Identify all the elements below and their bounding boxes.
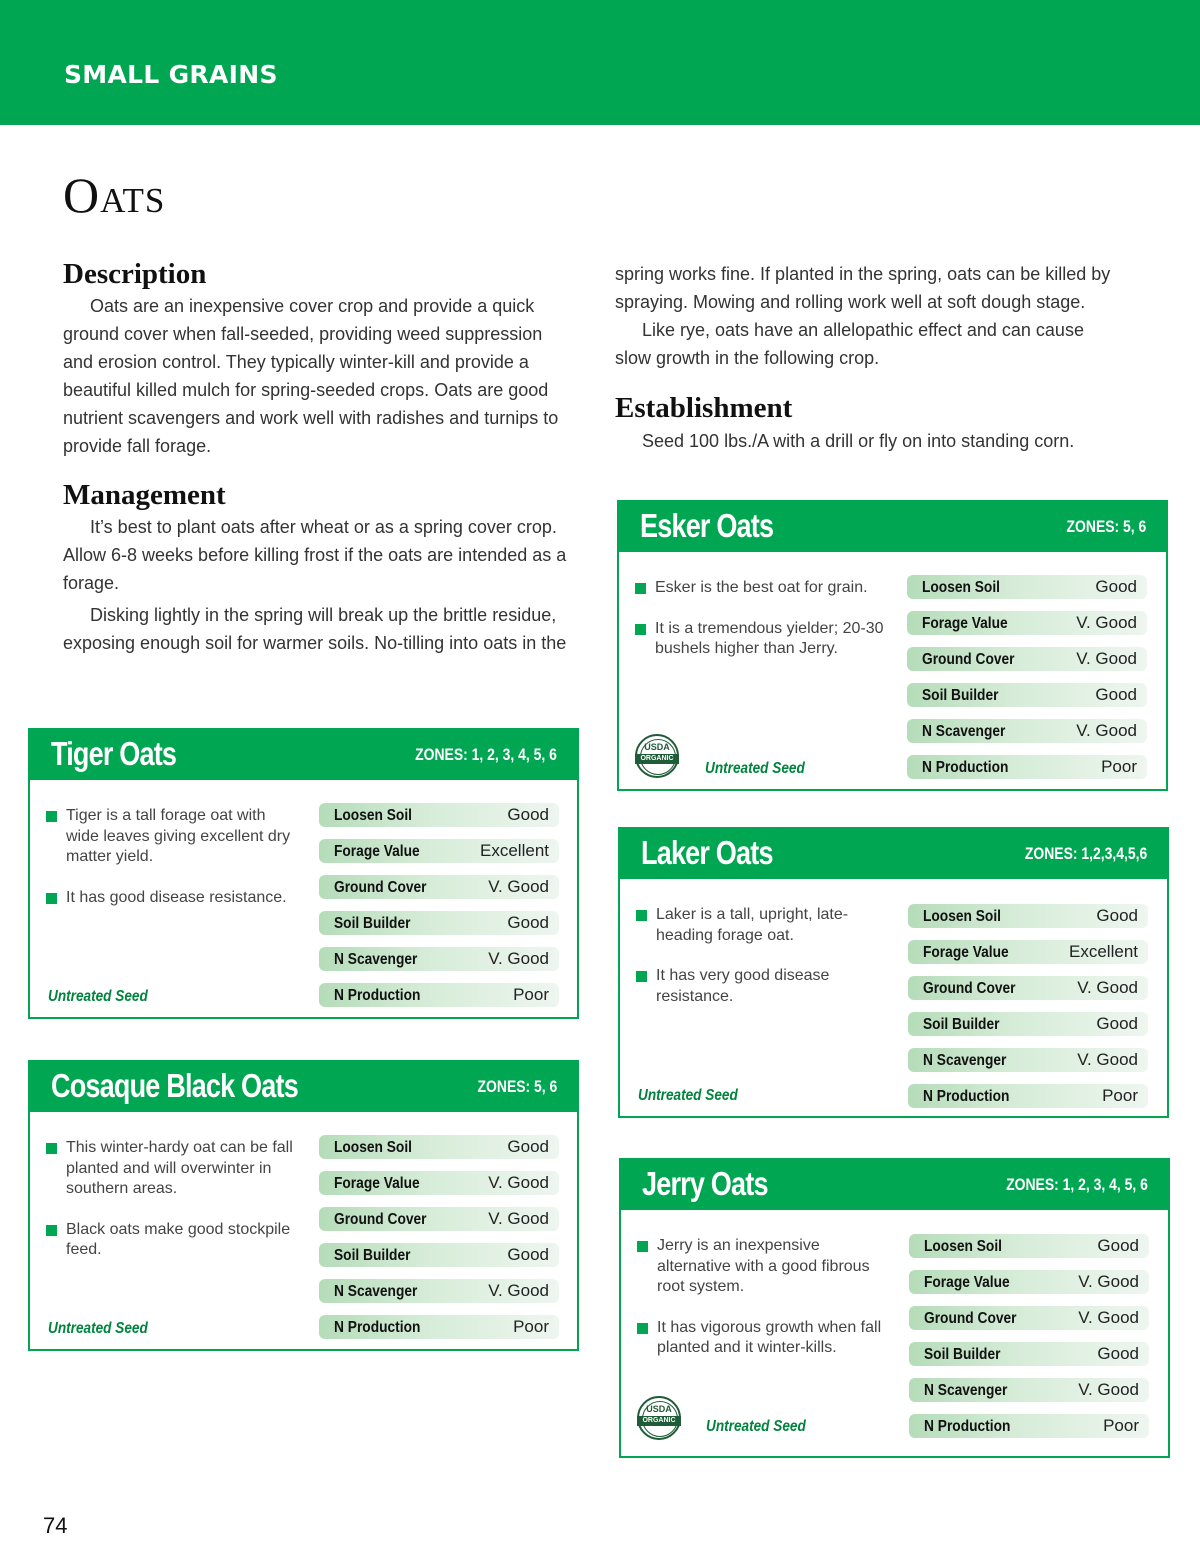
rating-value: Poor [1102,1086,1138,1105]
section-label: SMALL GRAINS [64,60,278,89]
seed-treatment-label: Untreated Seed [705,760,805,777]
rating-label: Ground Cover [922,651,1015,668]
rating-value: Good [507,805,549,824]
rating-value: V. Good [1078,1380,1139,1399]
rating-forage-value [319,1171,559,1195]
variety-card-esker-oats [617,500,1168,791]
variety-bullets [46,806,296,928]
rating-label: N Scavenger [922,723,1006,740]
variety-name: Tiger Oats [51,735,177,772]
rating-loosen-soil [319,803,559,827]
description-text [63,292,568,460]
seed-treatment-label: Untreated Seed [48,1320,148,1337]
rating-label: Ground Cover [334,1211,427,1228]
rating-value: Good [1095,577,1137,596]
rating-n-scavenger [319,1279,559,1303]
rating-label: Soil Builder [334,1247,411,1264]
rating-label: Loosen Soil [924,1238,1002,1255]
rating-label: Loosen Soil [334,807,412,824]
card-header [30,1062,577,1112]
rating-value: Excellent [480,841,549,860]
ratings-list [319,1135,559,1351]
usda-organic-seal-icon: USDA ORGANIC [635,734,679,778]
rating-label: Forage Value [922,615,1008,632]
rating-ground-cover [909,1306,1149,1330]
rating-label: Soil Builder [334,915,411,932]
variety-name: Jerry Oats [642,1165,768,1202]
section-header-bar [0,0,1200,125]
management-text [63,513,568,657]
seed-treatment-label: Untreated Seed [48,988,148,1005]
rating-forage-value [908,940,1148,964]
rating-label: N Production [923,1088,1010,1105]
rating-n-production [907,755,1147,779]
bullet-item: It has good disease resistance. [46,888,296,909]
seed-treatment-label: Untreated Seed [706,1418,806,1435]
bullet-item: It has vigorous growth when fall planted and it winter-kills. [637,1318,887,1359]
rating-label: Forage Value [334,843,420,860]
rating-value: Poor [1101,757,1137,776]
card-header [30,730,577,780]
variety-bullets [635,578,885,680]
rating-ground-cover [908,976,1148,1000]
management-paragraph: spring works fine. If planted in the spring, oats can be killed by spraying. Mowing and rolling work well at soft dough stage. [615,264,1111,312]
rating-label: N Production [334,1319,421,1336]
rating-soil-builder [907,683,1147,707]
variety-name: Cosaque Black Oats [51,1067,298,1104]
bullet-item: This winter-hardy oat can be fall planted and will overwinter in southern areas. [46,1138,296,1200]
rating-value: V. Good [1078,1308,1139,1327]
rating-label: Forage Value [924,1274,1010,1291]
ratings-list [908,904,1148,1120]
rating-value: Poor [513,1317,549,1336]
rating-value: Good [507,913,549,932]
rating-soil-builder [908,1012,1148,1036]
rating-label: Ground Cover [924,1310,1017,1327]
variety-card-laker-oats [618,827,1169,1118]
variety-card-cosaque-black-oats [28,1060,579,1351]
rating-value: V. Good [488,1173,549,1192]
rating-label: N Scavenger [924,1382,1008,1399]
rating-value: V. Good [1077,978,1138,997]
rating-n-scavenger [319,947,559,971]
variety-name: Esker Oats [640,507,774,544]
rating-n-scavenger [907,719,1147,743]
rating-soil-builder [319,1243,559,1267]
seed-treatment-label: Untreated Seed [638,1087,738,1104]
rating-label: N Scavenger [923,1052,1007,1069]
management-heading: Management [63,479,226,511]
rating-value: Poor [1103,1416,1139,1435]
rating-label: Loosen Soil [923,908,1001,925]
rating-label: N Production [924,1418,1011,1435]
card-header [620,829,1167,879]
rating-label: N Scavenger [334,951,418,968]
rating-value: V. Good [488,1281,549,1300]
rating-label: Soil Builder [922,687,999,704]
variety-card-jerry-oats [619,1158,1170,1458]
rating-loosen-soil [319,1135,559,1159]
variety-card-tiger-oats [28,728,579,1019]
description-paragraph: Oats are an inexpensive cover crop and provide a quick ground cover when fall-seeded, providing weed suppression and erosion control. They typically winter-kill and provide a beautiful killed mulch for spring-seeded crops. Oats are good nutrient scavengers and work well with radishes and turnips to provide fall forage. [63,296,559,456]
rating-label: Forage Value [923,944,1009,961]
establishment-heading: Establishment [615,392,793,424]
rating-loosen-soil [908,904,1148,928]
rating-label: Loosen Soil [922,579,1000,596]
rating-forage-value [909,1270,1149,1294]
rating-value: V. Good [1077,1050,1138,1069]
rating-value: V. Good [1076,649,1137,668]
card-header [619,502,1166,552]
rating-value: Good [1097,1236,1139,1255]
rating-label: Ground Cover [334,879,427,896]
rating-n-production [319,1315,559,1339]
variety-zones: ZONES: 5, 6 [1066,517,1146,536]
rating-n-production [909,1414,1149,1438]
rating-value: Good [1096,906,1138,925]
page-title: Oats [63,167,166,223]
rating-value: V. Good [1076,721,1137,740]
rating-label: Loosen Soil [334,1139,412,1156]
bullet-item: Tiger is a tall forage oat with wide leaves giving excellent dry matter yield. [46,806,296,868]
variety-bullets [636,905,886,1027]
rating-value: Good [1095,685,1137,704]
rating-value: V. Good [1076,613,1137,632]
bullet-item: Jerry is an inexpensive alternative with a good fibrous root system. [637,1236,887,1298]
usda-organic-seal-icon: USDA ORGANIC [637,1396,681,1440]
rating-value: Poor [513,985,549,1004]
rating-ground-cover [319,875,559,899]
management-paragraph: Disking lightly in the spring will break up the brittle residue, exposing enough soil for warmer soils. No-tilling into oats in the [63,605,567,653]
bullet-item: Black oats make good stockpile feed. [46,1220,296,1261]
rating-label: Soil Builder [924,1346,1001,1363]
rating-value: V. Good [488,949,549,968]
rating-value: Good [1096,1014,1138,1033]
bullet-item: It has very good disease resistance. [636,966,886,1007]
rating-value: Good [507,1245,549,1264]
variety-zones: ZONES: 1, 2, 3, 4, 5, 6 [1006,1175,1148,1194]
rating-value: V. Good [488,1209,549,1228]
establishment-text [615,427,1120,455]
rating-label: N Scavenger [334,1283,418,1300]
rating-loosen-soil [909,1234,1149,1258]
rating-value: Excellent [1069,942,1138,961]
rating-label: N Production [922,759,1009,776]
rating-loosen-soil [907,575,1147,599]
rating-label: Forage Value [334,1175,420,1192]
description-heading: Description [63,258,207,290]
rating-soil-builder [909,1342,1149,1366]
variety-bullets [637,1236,887,1379]
rating-ground-cover [319,1207,559,1231]
rating-soil-builder [319,911,559,935]
rating-value: Good [507,1137,549,1156]
management-paragraph: Like rye, oats have an allelopathic effect and can cause slow growth in the following crop. [615,320,1084,368]
rating-label: N Production [334,987,421,1004]
bullet-item: Esker is the best oat for grain. [635,578,885,599]
page-number: 74 [43,1513,68,1538]
card-header [621,1160,1168,1210]
establishment-paragraph: Seed 100 lbs./A with a drill or fly on into standing corn. [642,431,1075,451]
rating-label: Soil Builder [923,1016,1000,1033]
rating-label: Ground Cover [923,980,1016,997]
variety-bullets [46,1138,296,1281]
variety-zones: ZONES: 1, 2, 3, 4, 5, 6 [415,745,557,764]
rating-value: V. Good [1078,1272,1139,1291]
rating-n-scavenger [909,1378,1149,1402]
rating-n-scavenger [908,1048,1148,1072]
rating-ground-cover [907,647,1147,671]
bullet-item: Laker is a tall, upright, late-heading forage oat. [636,905,886,946]
rating-forage-value [319,839,559,863]
management-continued [615,260,1120,372]
bullet-item: It is a tremendous yielder; 20-30 bushels higher than Jerry. [635,619,885,660]
variety-name: Laker Oats [641,834,773,871]
rating-n-production [908,1084,1148,1108]
ratings-list [319,803,559,1019]
variety-zones: ZONES: 5, 6 [477,1077,557,1096]
management-paragraph: It’s best to plant oats after wheat or as a spring cover crop. Allow 6-8 weeks before killing frost if the oats are intended as a forage. [63,517,567,593]
rating-value: Good [1097,1344,1139,1363]
ratings-list [909,1234,1149,1450]
ratings-list [907,575,1147,791]
rating-n-production [319,983,559,1007]
rating-value: V. Good [488,877,549,896]
variety-zones: ZONES: 1,2,3,4,5,6 [1024,844,1147,863]
rating-forage-value [907,611,1147,635]
